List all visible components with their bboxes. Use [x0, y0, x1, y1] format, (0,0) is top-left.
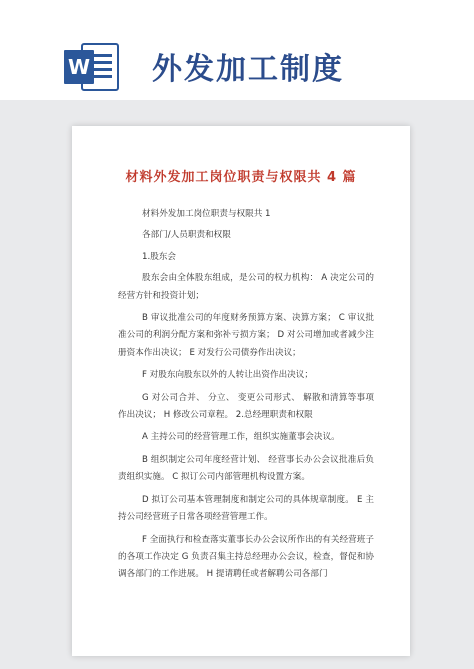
paragraph: 股东会由全体股东组成，是公司的权力机构： A 决定公司的经营方针和投资计划； [118, 273, 374, 301]
document-title: 材料外发加工岗位职责与权限共 4 篇 [125, 170, 357, 185]
paragraph: G 对公司合并、 分立、 变更公司形式、 解散和清算等事项作出决议； H 修改公司章程。 2.总经理职责和权限 [118, 392, 374, 421]
paragraph: 各部门/人员职责和权限 [142, 230, 231, 241]
paragraph: F 全面执行和检查落实董事长办公会议所作出的有关经营班子的各项工作决定 G 负责召集主持总经理办公会议，检查，督促和协调各部门的工作进展。 H 提请聘任或者解聘公司各部门 [118, 534, 374, 580]
paragraph: F 对股东向股东以外的人转让出资作出决议； [142, 370, 313, 381]
paragraph: A 主持公司的经营管理工作，组织实施董事会决议。 [142, 432, 340, 443]
paragraph: 1.股东会 [142, 251, 176, 262]
paragraph: D 拟订公司基本管理制度和制定公司的具体规章制度。 E 主持公司经营班子日常各项经营管理工作。 [118, 494, 374, 523]
paragraph: B 审议批准公司的年度财务预算方案、决算方案； C 审议批准公司的利润分配方案和弥补亏损方案； D 对公司增加或者减少注册资本作出决议； E 对发行公司债券作出决议； [118, 313, 374, 358]
word-icon-letter: W [67, 55, 91, 79]
paragraph: B 组织制定公司年度经营计划、 经营事长办公会议批准后负责组织实施。 C 拟订公司内部管理机构设置方案。 [118, 454, 374, 483]
paragraph: 材料外发加工岗位职责与权限共 1 [142, 209, 271, 219]
document-page [72, 126, 410, 656]
header-banner [0, 0, 474, 100]
document-body [118, 206, 374, 589]
word-document-icon [64, 42, 120, 92]
banner-title: 外发加工制度 [152, 52, 344, 87]
